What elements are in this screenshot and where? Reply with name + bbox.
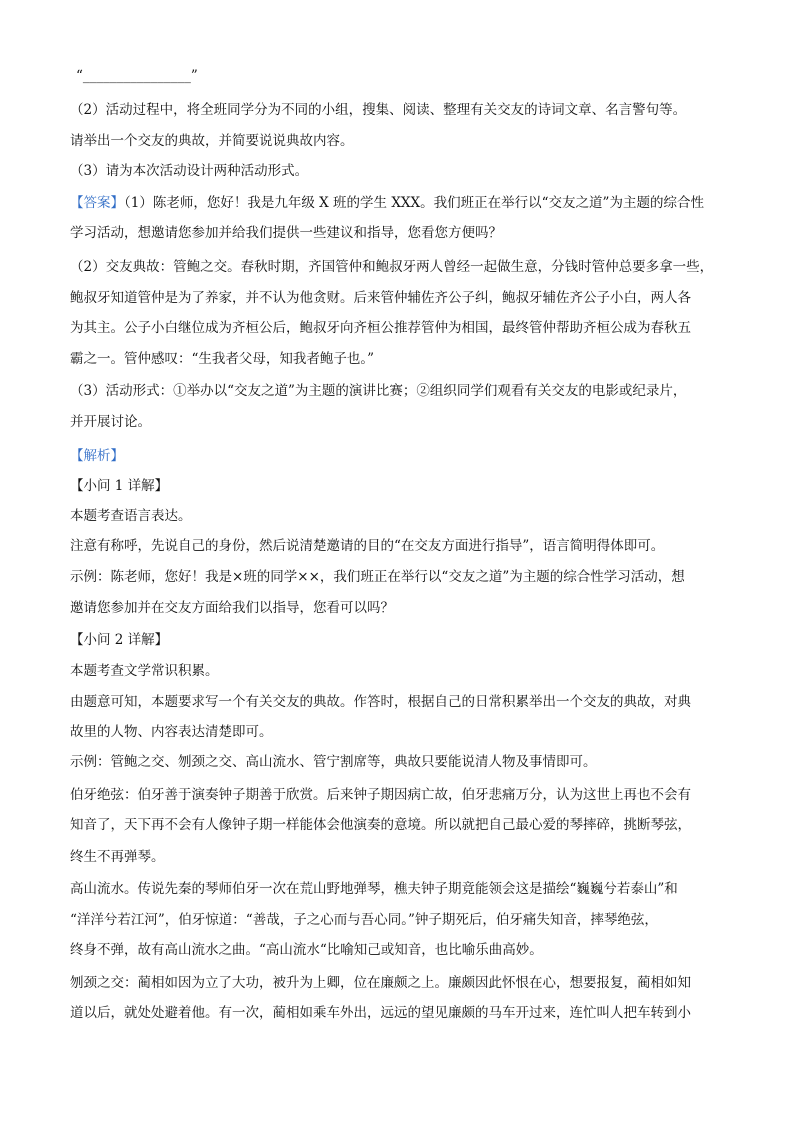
- question-2-line-2: 请举出一个交友的典故，并简要说说典故内容。: [70, 133, 354, 149]
- sub-question-1-title: 【小问 1 详解】: [70, 478, 169, 494]
- wenjing-paragraph-line-2: 道以后，就处处避着他。有一次，蔺相如乘车外出，远远的望见廉颇的马车开过来，连忙叫人把车转到小: [70, 1005, 691, 1021]
- boya-paragraph-line-1: 伯牙绝弦：伯牙善于演奏钟子期善于欣赏。后来钟子期因病亡故，伯牙悲痛万分，认为这世上再也不会有: [70, 787, 691, 803]
- answer-2-line-2: 鲍叔牙知道管仲是为了养家，并不认为他贪财。后来管仲辅佐齐公子纠，鲍叔牙辅佐齐公子小白，两人各: [70, 290, 691, 306]
- wenjing-paragraph-line-1: 刎颈之交：蔺相如因为立了大功，被升为上卿，位在廉颇之上。廉颇因此怀恨在心，想要报复，蔺相如知: [70, 975, 691, 991]
- sub-question-2-paragraph-2-line-1: 由题意可知，本题要求写一个有关交友的典故。作答时，根据自己的日常积累举出一个交友的典故，对典: [70, 694, 691, 710]
- question-2-line-1: （2）活动过程中，将全班同学分为不同的小组，搜集、阅读、整理有关交友的诗词文章、名言警句等。: [70, 102, 687, 118]
- sub-question-2-examples: 示例：管鲍之交、刎颈之交、高山流水、管宁割席等，典故只要能说清人物及事情即可。: [70, 754, 597, 770]
- answer-1-line-1: [70, 193, 704, 213]
- answer-1-line-2: 学习活动，想邀请您参加并给我们提供一些建议和指导，您看您方便吗？: [70, 225, 502, 241]
- gaoshan-paragraph-line-1: 高山流水。传说先秦的琴师伯牙一次在荒山野地弹琴，樵夫钟子期竟能领会这是描绘“巍巍兮若泰山”和: [70, 881, 678, 897]
- sub-question-1-example-line-2: 邀请您参加并在交友方面给我们以指导，您看可以吗？: [70, 600, 394, 616]
- answer-2-line-3: 为其主。公子小白继位成为齐桓公后，鲍叔牙向齐桓公推荐管仲为相国，最终管仲帮助齐桓公成为春秋五: [70, 320, 691, 336]
- gaoshan-paragraph-line-2: “洋洋兮若江河”，伯牙惊道：“善哉，子之心而与吾心同。”钟子期死后，伯牙痛失知音，摔琴绝弦，: [70, 912, 658, 928]
- sub-question-1-example-line-1: 示例：陈老师，您好！我是×班的同学××，我们班正在举行以“交友之道”为主题的综合性学习活动，想: [70, 569, 685, 585]
- answer-tag: 【答案】: [70, 195, 124, 211]
- boya-paragraph-line-3: 终生不再弹琴。: [70, 849, 165, 865]
- sub-question-2-paragraph-1: 本题考查文学常识积累。: [70, 663, 219, 679]
- answer-3-line-2: 并开展讨论。: [70, 414, 151, 430]
- question-3: （3）请为本次活动设计两种活动形式。: [70, 163, 309, 179]
- sub-question-1-paragraph-2: 注意有称呼，先说自己的身份，然后说清楚邀请的目的“在交友方面进行指导”，语言简明得体即可。: [70, 538, 665, 554]
- answer-3-line-1: （3）活动形式：①举办以“交友之道”为主题的演讲比赛；②组织同学们观看有关交友的电影或纪录片，: [70, 383, 687, 399]
- answer-2-line-1: （2）交友典故：管鲍之交。春秋时期，齐国管仲和鲍叔牙两人曾经一起做生意，分钱时管仲总要多拿一些，: [70, 259, 714, 275]
- sub-question-2-title: 【小问 2 详解】: [70, 632, 169, 648]
- gaoshan-paragraph-line-3: 终身不弹，故有高山流水之曲。“高山流水“比喻知己或知音，也比喻乐曲高妙。: [70, 942, 543, 958]
- sub-question-1-paragraph-1: 本题考查语言表达。: [70, 508, 192, 524]
- answer-blank: “________________”: [76, 68, 198, 84]
- analysis-tag: 【解析】: [70, 448, 124, 464]
- sub-question-2-paragraph-2-line-2: 故里的人物、内容表达清楚即可。: [70, 724, 273, 740]
- answer-1-text: （1）陈老师，您好！我是九年级 X 班的学生 XXX。我们班正在举行以“交友之道”为主题的综合性: [124, 195, 704, 211]
- boya-paragraph-line-2: 知音了，天下再不会有人像钟子期一样能体会他演奏的意境。所以就把自己最心爱的琴摔碎，挑断琴弦，: [70, 817, 691, 833]
- answer-2-line-4: 霸之一。管仲感叹：“生我者父母，知我者鲍子也。”: [70, 351, 375, 367]
